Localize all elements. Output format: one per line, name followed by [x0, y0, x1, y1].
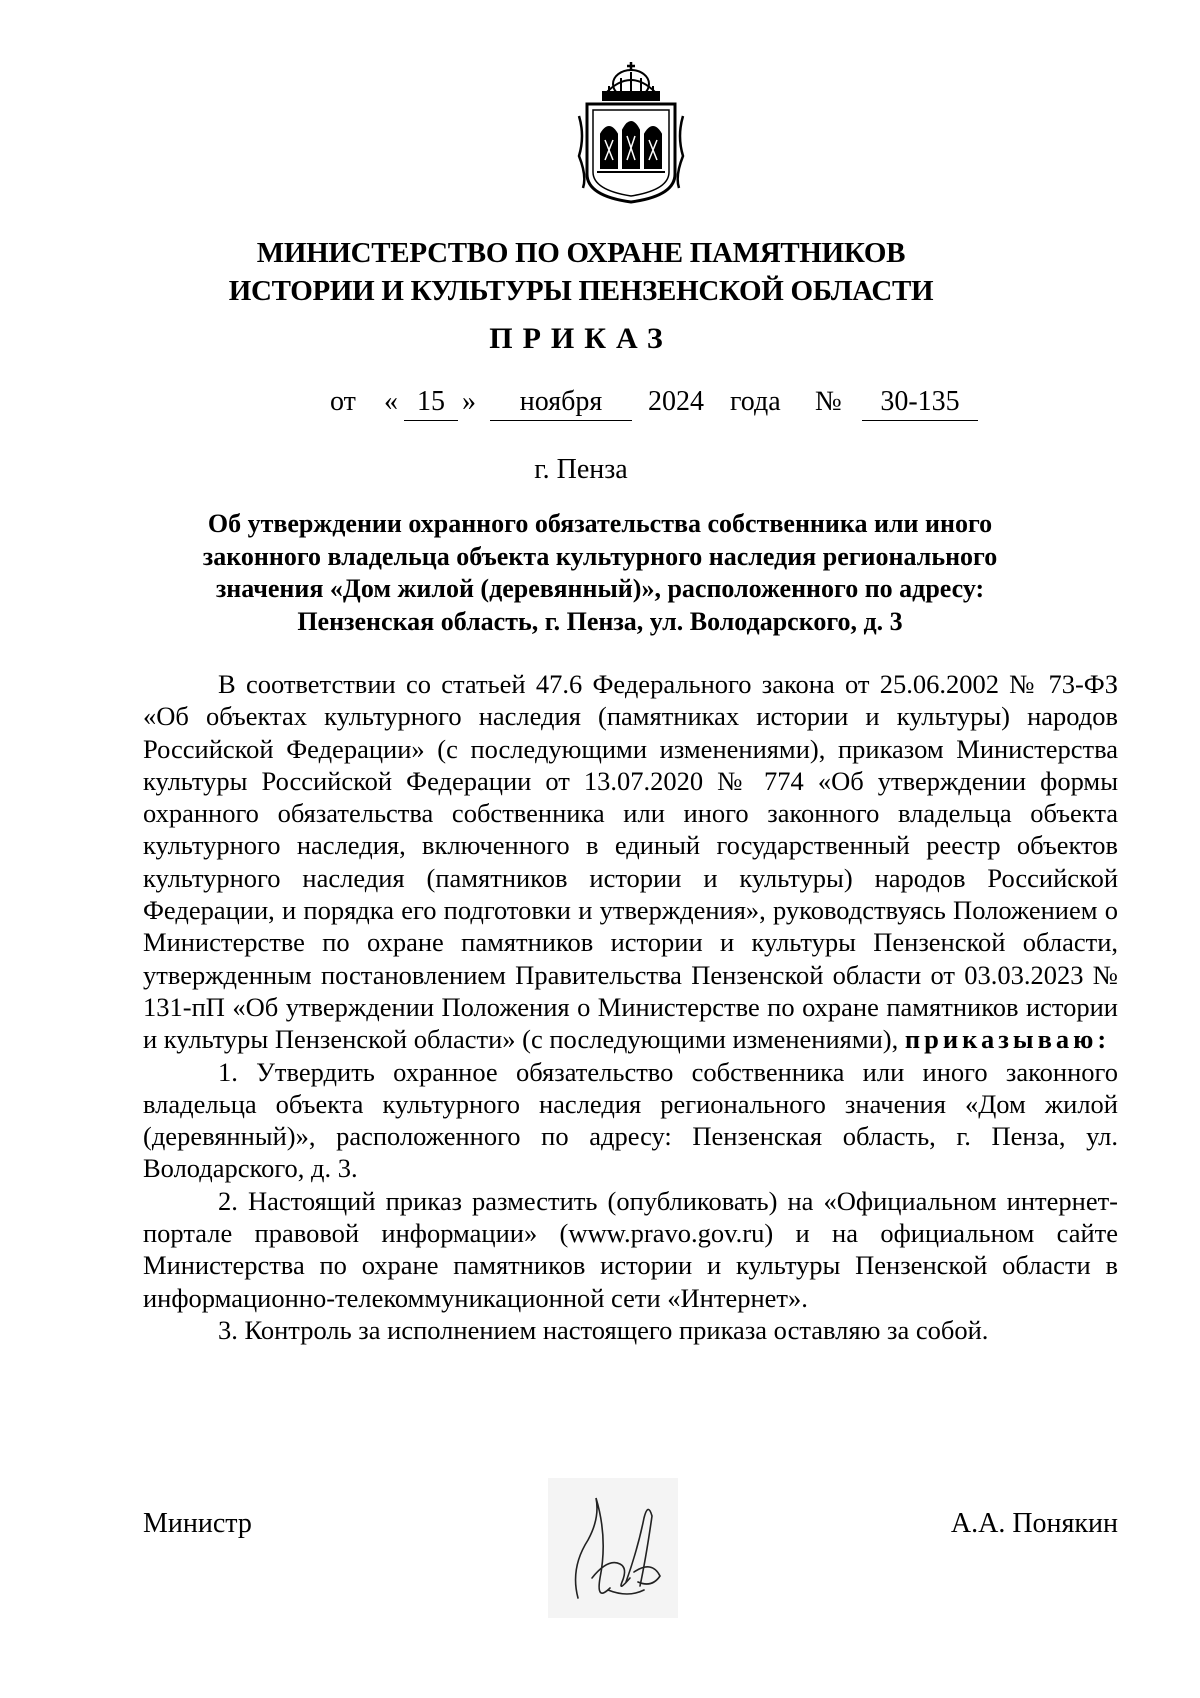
decree-word: приказываю:: [904, 1024, 1111, 1055]
preamble-paragraph: [143, 668, 1118, 1056]
close-quote: »: [462, 386, 476, 417]
city: г. Пенза: [534, 454, 628, 485]
order-year: 2024: [648, 386, 704, 417]
order-subject: [150, 508, 1050, 638]
subject-line-4: Пензенская область, г. Пенза, ул. Володарского, д. 3: [297, 606, 903, 636]
date-number-line: [0, 384, 1200, 420]
signatory-position: Министр: [143, 1508, 252, 1539]
number-sign: №: [815, 386, 842, 417]
order-body: [143, 668, 1118, 1346]
year-label: года: [730, 386, 781, 417]
order-item-2: 2. Настоящий приказ разместить (опубликовать) на «Официальном интернет-портале правовой информации» (www.pravo.gov.ru) и на официальном сайте Министерства по охране памятников истории и культуры Пензенской области в информационно-телекоммуникационной сети «Интернет».: [143, 1185, 1118, 1313]
subject-line-3: значения «Дом жилой (деревянный)», расположенного по адресу:: [215, 574, 985, 603]
order-title: ПРИКАЗ: [489, 322, 673, 355]
subject-line-1: Об утверждении охранного обязательства собственника или иного: [207, 509, 993, 538]
ministry-line-2: ИСТОРИИ И КУЛЬТУРЫ ПЕНЗЕНСКОЙ ОБЛАСТИ: [228, 275, 934, 307]
order-day: 15: [404, 384, 458, 421]
ministry-heading: [0, 234, 1162, 310]
order-item-1: 1. Утвердить охранное обязательство собственника или иного законного владельца объекта культурного наследия регионального значения «Дом жилой (деревянный)», расположенного по адресу: Пензенская область, г. Пенза, ул. Володарского, д. 3.: [143, 1056, 1118, 1184]
from-label: от: [330, 386, 356, 417]
open-quote: «: [384, 386, 398, 417]
order-number: 30-135: [862, 384, 978, 421]
handwritten-signature-icon: [548, 1478, 678, 1618]
penza-region-coat-of-arms-icon: [575, 56, 687, 206]
preamble-text: В соответствии со статьей 47.6 Федерального закона от 25.06.2002 № 73-ФЗ «Об объектах культурного наследия (памятниках истории и культуры) народов Российской Федерации» (с последующими изменениями), приказом Министерства культуры Российской Федерации от 13.07.2020 № 774 «Об утверждении формы охранного обязательства собственника или иного законного владельца объекта культурного наследия, включенного в единый государственный реестр объектов культурного наследия (памятников истории и культуры) народов Российской Федерации, и порядка его подготовки и утверждения», руководствуясь Положением о Министерстве по охране памятников истории и культуры Пензенской области, утвержденным постановлением Правительства Пензенской области от 03.03.2023 № 131-пП «Об утверждении Положения о Министерстве по охране памятников истории и культуры Пензенской области» (с последующими изменениями),: [143, 669, 1118, 1055]
signatory-name: А.А. Понякин: [950, 1508, 1118, 1539]
order-month: ноября: [490, 384, 632, 421]
subject-line-2: законного владельца объекта культурного наследия регионального: [202, 541, 998, 571]
ministry-line-1: МИНИСТЕРСТВО ПО ОХРАНЕ ПАМЯТНИКОВ: [256, 237, 906, 269]
order-item-3: 3. Контроль за исполнением настоящего приказа оставляю за собой.: [218, 1314, 989, 1345]
